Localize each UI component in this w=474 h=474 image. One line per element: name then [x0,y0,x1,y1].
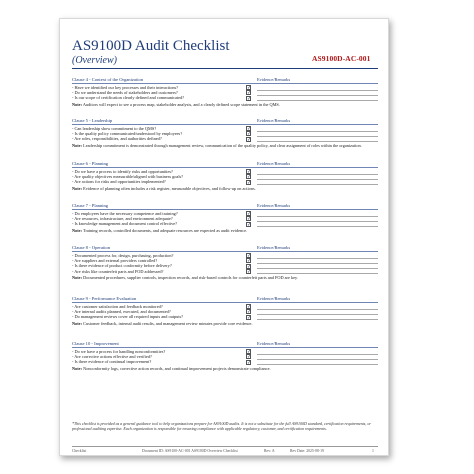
check-box[interactable]: ✓ [247,253,252,260]
section-note [72,186,378,191]
remarks-line [257,258,378,259]
checklist-question: - Are quality objectives measurable/aligned with business goals? [72,174,184,180]
checklist-question: - Have we identified our key processes and their interactions? [72,85,179,90]
evidence-remarks-label: Evidence/Remarks [257,296,291,301]
section-title: Clause 6 - Planning [72,161,109,166]
checklist-question: - Are internal audits planned, executed, and documented? [72,309,171,315]
remarks-line [257,314,378,315]
check-box[interactable]: ✓ [247,221,252,228]
remarks-line [257,268,378,269]
check-box[interactable]: ✓ [247,258,252,265]
checklist-question: - Is knowledge management and document control effective? [72,221,178,227]
remarks-line [257,263,378,264]
footer-left: Checklist [72,449,87,453]
checklist-question: - Do management reviews cover all required inputs and outputs? [72,314,184,320]
section-title: Clause 7 - Planning [72,203,109,208]
document-subtitle: (Overview) [72,55,117,66]
check-box[interactable]: ✓ [247,263,252,270]
note-label: Note: [72,365,83,371]
section-divider [72,124,378,125]
section-title: Clause 9 - Performance Evaluation [72,296,137,301]
footer-doc-id: Document ID: AS9100-AC-001 AS9100D Overview Checklist [142,449,238,453]
remarks-line [257,359,378,360]
checklist-question: - Is our scope of certification clearly defined and communicated? [72,95,185,101]
remarks-line [257,216,378,217]
evidence-remarks-label: Evidence/Remarks [257,161,291,166]
header-divider [72,68,378,69]
check-box[interactable]: ✓ [247,211,252,218]
section-header [72,296,378,303]
check-box[interactable]: ✓ [247,90,252,97]
document-id: AS9100D-AC-001 [312,54,371,63]
footer-rev-date: Rev Date: 2025-08-19 [290,449,324,453]
check-box[interactable]: ✓ [247,314,252,321]
evidence-remarks-label: Evidence/Remarks [257,118,291,123]
check-box[interactable]: ✓ [247,85,252,92]
note-text: Customer feedback, internal audit results, and management review minutes provide core evidence. [83,320,253,326]
checklist-question: - Is there evidence of product conformity before delivery? [72,263,172,269]
note-text: Auditors will expect to see a process map, stakeholder analysis, and a clearly defined scope statement in the QMS. [82,101,280,107]
checklist-question: - Are customer satisfaction and feedback monitored? [72,304,163,309]
evidence-remarks-label: Evidence/Remarks [257,203,291,208]
checklist-page [59,18,389,456]
remarks-line [257,309,378,310]
section-header [72,341,378,348]
footer-rev: Rev: A [264,449,275,453]
note-label: Note: [72,101,83,107]
remarks-line [257,95,378,96]
disclaimer: *This checklist is provided as a general guidance tool to help organizations prepare for AS9100D audits. It is not a substitute for the full AS9100D standard, certification requirements, or professional auditing expertise. Each organization is responsible for ensuring compliance with applicable regulatory, customer, and certification requirements. [72,421,371,431]
section-header [72,161,378,168]
section-divider [72,83,378,84]
check-box[interactable]: ✓ [247,169,252,176]
check-box[interactable]: ✓ [247,354,252,361]
section-note [72,102,378,107]
check-box[interactable]: ✓ [247,309,252,316]
checklist-question: - Are suppliers and external providers controlled? [72,258,158,264]
section-title: Clause 8 - Operation [72,245,111,250]
note-text: Training records, controlled documents, and adequate resources are expected as audit evidence. [83,227,248,233]
check-box[interactable]: ✓ [247,304,252,311]
remarks-line [257,90,378,91]
remarks-line [257,354,378,355]
remarks-line [257,131,378,132]
checklist-question: - Are roles, responsibilities, and authorities defined? [72,136,162,142]
check-box[interactable]: ✓ [247,349,252,356]
evidence-remarks-label: Evidence/Remarks [257,77,291,82]
remarks-line [257,179,378,180]
section-header [72,245,378,252]
note-text: Nonconformity logs, corrective action records, and continual improvement projects demonstrate compliance. [83,365,271,371]
checklist-question: - Are corrective actions effective and verified? [72,354,152,360]
checklist-question: - Is the quality policy communicated/understood by employees? [72,131,183,137]
checklist-question: - Do we understand the needs of stakeholders and customers? [72,90,178,96]
check-box[interactable]: ✓ [247,179,252,186]
section-header [72,203,378,210]
section-header [72,118,378,125]
note-text: Documented procedures, supplier controls, inspection records, and risk-based controls for counterfeit parts and FOD are key. [83,274,298,280]
section-note [72,143,378,148]
section-divider [72,251,378,252]
checklist-question: - Are risks like counterfeit parts and FOD addressed? [72,268,164,274]
check-box[interactable]: ✓ [247,131,252,138]
section-note [72,275,378,280]
footer-page-number: 1 [372,449,374,453]
checklist-question: - Do we have a process for handling nonconformities? [72,349,166,354]
check-box[interactable]: ✓ [247,95,252,102]
section-title: Clause 10 - Improvement [72,341,119,346]
section-note [72,228,378,233]
checklist-question: - Documented process for, design, purchasing, production? [72,253,174,258]
checklist-question: - Can leadership show commitment to the QMS? [72,126,157,131]
checklist-question: - Do we have a process to identify risks and opportunities? [72,169,173,174]
remarks-line [257,174,378,175]
section-divider [72,167,378,168]
section-note [72,366,378,371]
note-text: Evidence of planning often includes a risk register, measurable objectives, and follow-up on actions. [83,185,256,191]
evidence-remarks-label: Evidence/Remarks [257,245,291,250]
note-text: Leadership commitment is demonstrated through management review, communication of the quality policy, and clear assignment of roles within the organization. [83,142,362,148]
checklist-question: - Is there evidence of continual improvement? [72,359,152,365]
check-box[interactable]: ✓ [247,174,252,181]
footer-divider [72,446,378,447]
section-divider [72,302,378,303]
check-box[interactable]: ✓ [247,359,252,366]
check-box[interactable]: ✓ [247,268,252,275]
document-title: AS9100D Audit Checklist [72,38,230,54]
note-label: Note: [72,227,83,233]
note-label: Note: [72,274,83,280]
checklist-question: - Do employees have the necessary competence and training? [72,211,178,216]
remarks-line [257,136,378,137]
section-divider [72,347,378,348]
section-divider [72,209,378,210]
section-note [72,321,378,326]
checklist-question: - Are actions for risks and opportunities implemented? [72,179,166,185]
evidence-remarks-label: Evidence/Remarks [257,341,291,346]
section-header [72,77,378,84]
section-title: Clause 4 - Context of the Organization [72,77,144,82]
check-box[interactable]: ✓ [247,136,252,143]
note-label: Note: [72,142,83,148]
note-label: Note: [72,320,83,326]
remarks-line [257,221,378,222]
section-title: Clause 5 - Leadership [72,118,113,123]
checklist-question: - Are resources, infrastructure, and environment adequate? [72,216,173,222]
note-label: Note: [72,185,83,191]
check-box[interactable]: ✓ [247,216,252,223]
check-box[interactable]: ✓ [247,126,252,133]
